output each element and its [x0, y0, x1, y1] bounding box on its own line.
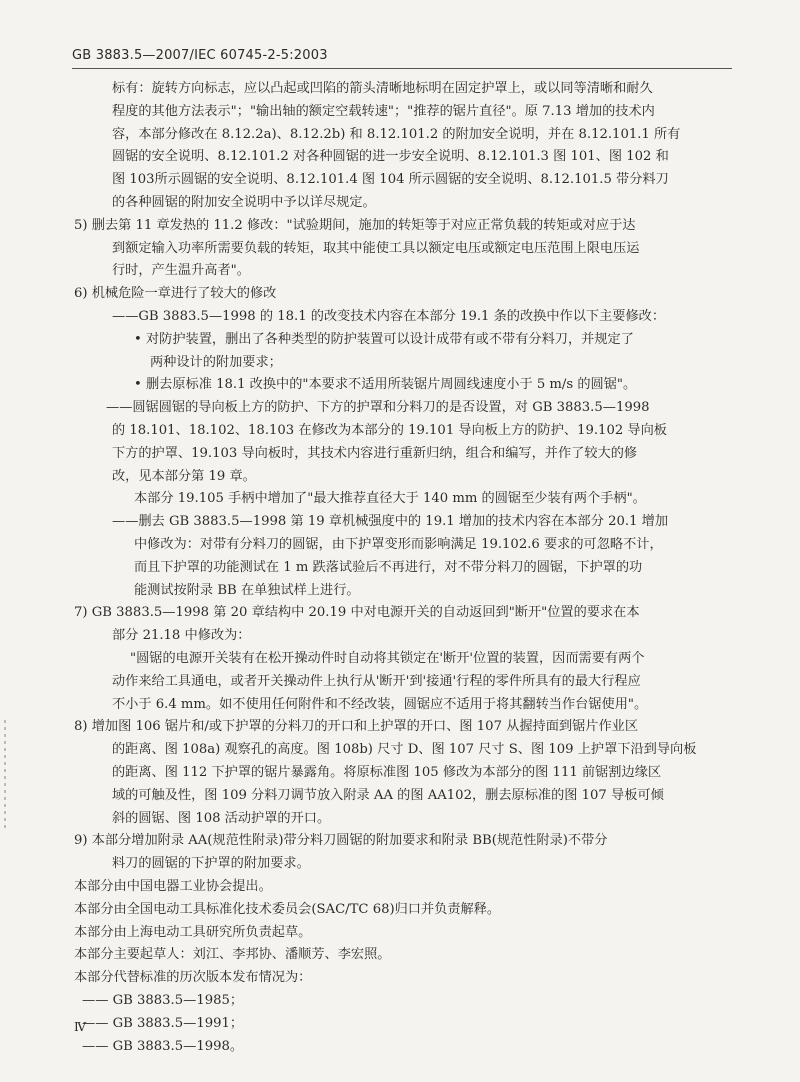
text-line: "圆锯的电源开关装有在松开操动件时自动将其锁定在'断开'位置的装置，因而需要有两个	[130, 651, 645, 666]
text-line: 本部分由中国电器工业协会提出。	[74, 879, 272, 894]
page-number: Ⅳ	[74, 1020, 86, 1034]
text-line: 本部分由上海电动工具研究所负责起草。	[74, 924, 312, 940]
header-rule	[72, 68, 732, 69]
text-line: 而且下护罩的功能测试在 1 m 跌落试验后不再进行，对不带分料刀的圆锯，下护罩的功	[134, 559, 643, 575]
text-line: • 对防护装置，删出了各种类型的防护装置可以设计成带有或不带有分料刀，并规定了	[134, 331, 634, 347]
standard-header: GB 3883.5—2007/IEC 60745-2-5:2003	[72, 48, 328, 63]
text-line: 中修改为：对带有分料刀的圆锯，由下护罩变形而影响满足 19.102.6 要求的可忽略不计，	[134, 537, 663, 552]
text-line: 到额定输入功率所需要负载的转矩，取其中能使工具以额定电压或额定电压范围上限电压运	[112, 240, 640, 256]
text-line: 不小于 6.4 mm。如不使用任何附件和不经改装，圆锯应不适用于将其翻转当作台锯使用"。	[112, 696, 648, 712]
text-line: 下方的护罩、19.103 导向板时，其技术内容进行重新归纳，组合和编写，并作了较大的修	[112, 445, 638, 461]
text-line: ——GB 3883.5—1998 的 18.1 的改变技术内容在本部分 19.1 条的改换中作以下主要修改：	[112, 309, 666, 324]
text-line: 容，本部分修改在 8.12.2a)、8.12.2b) 和 8.12.101.2 的附加安全说明，并在 8.12.101.1 所有	[112, 126, 681, 142]
text-line: 能测试按附录 BB 在单独试样上进行。	[134, 582, 360, 598]
text-line: 6) 机械危险一章进行了较大的修改	[74, 286, 277, 302]
text-line: • 删去原标准 18.1 改换中的"本要求不适用所装锯片周圆线速度小于 5 m/s 的圆锯"。	[134, 377, 637, 393]
text-line: 料刀的圆锯的下护罩的附加要求。	[112, 856, 310, 872]
text-line: —— GB 3883.5—1991；	[82, 1015, 244, 1031]
text-line: 的各种圆锯的附加安全说明中予以详尽规定。	[112, 195, 376, 210]
text-line: —— GB 3883.5—1998。	[82, 1038, 244, 1054]
text-line: 改，见本部分第 19 章。	[112, 468, 256, 484]
text-line: 斜的圆锯、图 108 活动护罩的开口。	[112, 810, 331, 826]
text-line: 图 103所示圆锯的安全说明、8.12.101.4 图 104 所示圆锯的安全说明、8.12.101.5 带分料刀	[112, 172, 669, 188]
text-line: 程度的其他方法表示"；"输出轴的额定空载转速"；"推荐的锯片直径"。原 7.13 增加的技术内	[112, 103, 655, 119]
text-line: 的 18.101、18.102、18.103 在修改为本部分的 19.101 导向板上方的防护、19.102 导向板	[112, 423, 667, 438]
text-line: —— GB 3883.5—1985；	[82, 993, 244, 1008]
text-line: 5) 删去第 11 章发热的 11.2 修改："试验期间，施加的转矩等于对应正常负载的转矩或对应于达	[74, 217, 636, 233]
text-line: 行时，产生温升高者"。	[112, 263, 250, 279]
text-line: 标有：旋转方向标志，应以凸起或凹陷的箭头清晰地标明在固定护罩上，或以同等清晰和耐久	[112, 81, 653, 96]
text-line: 9) 本部分增加附录 AA(规范性附录)带分料刀圆锯的附加要求和附录 BB(规范性附录)不带分	[74, 833, 608, 849]
margin-marks	[4, 720, 6, 830]
text-line: 本部分代替标准的历次版本发布情况为：	[74, 970, 312, 986]
text-line: 域的可触及性，图 109 分料刀调节放入附录 AA 的图 AA102，删去原标准的图 107 导板可倾	[112, 787, 664, 803]
text-line: 的距离、图 112 下护罩的锯片暴露角。将原标准图 105 修改为本部分的图 111 前锯割边缘区	[112, 765, 662, 780]
text-line: 部分 21.18 中修改为：	[112, 628, 251, 644]
text-line: 本部分主要起草人：刘江、李邦协、潘顺芳、李宏照。	[74, 947, 391, 963]
text-line: ——删去 GB 3883.5—1998 第 19 章机械强度中的 19.1 增加的技术内容在本部分 20.1 增加	[112, 514, 669, 530]
text-line: 两种设计的附加要求；	[150, 354, 282, 370]
text-line: 的距离、图 108a) 观察孔的高度。图 108b) 尺寸 D、图 107 尺寸 S、图 109 上护罩下沿到导向板	[112, 742, 697, 758]
text-line: 7) GB 3883.5—1998 第 20 章结构中 20.19 中对电源开关的自动返回到"断开"位置的要求在本	[74, 605, 640, 621]
text-line: ——圆锯圆锯的导向板上方的防护、下方的护罩和分料刀的是否设置，对 GB 3883.5—1998	[106, 400, 650, 416]
text-line: 本部分由全国电动工具标准化技术委员会(SAC/TC 68)归口并负责解释。	[74, 901, 501, 917]
text-line: 圆锯的安全说明、8.12.101.2 对各种圆锯的进一步安全说明、8.12.101.3 图 101、图 102 和	[112, 149, 669, 165]
text-line: 本部分 19.105 手柄中增加了"最大推荐直径大于 140 mm 的圆锯至少装有两个手柄"。	[134, 491, 646, 507]
text-line: 动作来给工具通电，或者开关操动件上执行从'断开'到'接通'行程的零件所具有的最大行程应	[112, 673, 641, 689]
text-line: 8) 增加图 106 锯片和/或下护罩的分料刀的开口和上护罩的开口、图 107 从握持面到锯片作业区	[74, 719, 639, 735]
